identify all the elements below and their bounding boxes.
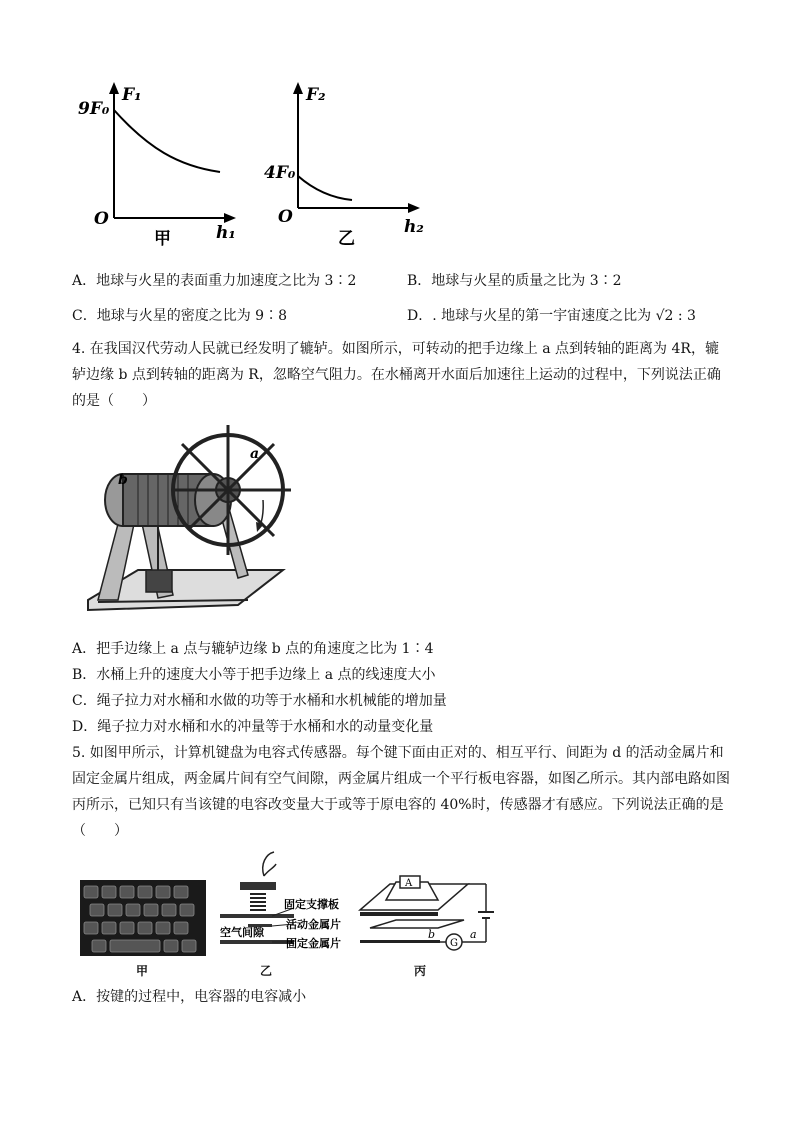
yi-y-value: 4F₀ xyxy=(264,163,296,183)
label-air-gap: 空气间隙 xyxy=(220,926,264,939)
label-fixed-plate: 固定金属片 xyxy=(286,937,341,950)
yi-caption: 乙 xyxy=(338,229,355,248)
q4-option-a: A．把手边缘上 a 点与辘轳边缘 b 点的角速度之比为 1∶4 xyxy=(72,641,434,657)
windlass-figure xyxy=(78,410,293,620)
windlass-label-b: b xyxy=(118,472,128,488)
keyboard-photo xyxy=(80,880,206,956)
yi-x-axis-label: h₂ xyxy=(404,217,424,237)
jia-x-axis-label: h₁ xyxy=(216,223,236,243)
yi-origin: O xyxy=(278,207,293,227)
yi-y-axis-label: F₂ xyxy=(306,85,326,105)
key-cross-section xyxy=(214,850,354,958)
capacitor-circuit xyxy=(356,870,496,962)
graph-jia xyxy=(78,78,248,248)
jia-y-axis-label: F₁ xyxy=(122,85,142,105)
q5-stem: 5. 如图甲所示，计算机键盘为电容式传感器。每个键下面由正对的、相互平行、间距为 d 的活动金属片和固定金属片组成，两金属片间有空气间隙，两金属片组成一个平行板电容器，如图乙所示。其内部电路如图丙所示，已知只有当该键的电容改变量大于或等于原电容的 40%时，传感器才有感应。下列说法正确的是（ ） xyxy=(72,745,730,839)
jia-origin: O xyxy=(94,209,109,229)
q4-option-c: C．绳子拉力对水桶和水做的功等于水桶和水机械能的增加量 xyxy=(72,693,447,709)
q3-option-a: A．地球与火星的表面重力加速度之比为 3∶2 xyxy=(72,273,357,289)
q4-option-b: B．水桶上升的速度大小等于把手边缘上 a 点的线速度大小 xyxy=(72,667,436,683)
circuit-node-a: a xyxy=(470,928,477,941)
galvanometer-label: G xyxy=(450,938,458,949)
fig5-caption-bing: 丙 xyxy=(414,964,427,978)
fig5-caption-jia: 甲 xyxy=(136,964,149,978)
circuit-key-label: A xyxy=(405,878,413,889)
graph-yi xyxy=(262,78,432,248)
q3-option-d: D．. 地球与火星的第一宇宙速度之比为 √2 : 3 xyxy=(407,308,696,324)
label-support-plate: 固定支撑板 xyxy=(284,898,339,911)
q4-stem: 4. 在我国汉代劳动人民就已经发明了辘轳。如图所示，可转动的把手边缘上 a 点到转轴的距离为 4R，辘轳边缘 b 点到转轴的距离为 R，忽略空气阻力。在水桶离开水面后加速往上运动的过程中，下列说法正确的是（ ） xyxy=(72,341,721,409)
circuit-node-b: b xyxy=(428,928,436,941)
q3-option-c: C．地球与火星的密度之比为 9∶8 xyxy=(72,308,287,324)
q3-option-b: B．地球与火星的质量之比为 3∶2 xyxy=(407,273,622,289)
jia-caption: 甲 xyxy=(154,229,171,248)
label-moving-plate: 活动金属片 xyxy=(286,918,341,931)
q5-option-a: A．按键的过程中，电容器的电容减小 xyxy=(72,989,307,1005)
jia-y-value: 9F₀ xyxy=(78,99,110,119)
windlass-label-a: a xyxy=(250,446,260,462)
fig5-caption-yi: 乙 xyxy=(260,964,273,978)
q4-option-d: D．绳子拉力对水桶和水的冲量等于水桶和水的动量变化量 xyxy=(72,719,434,735)
